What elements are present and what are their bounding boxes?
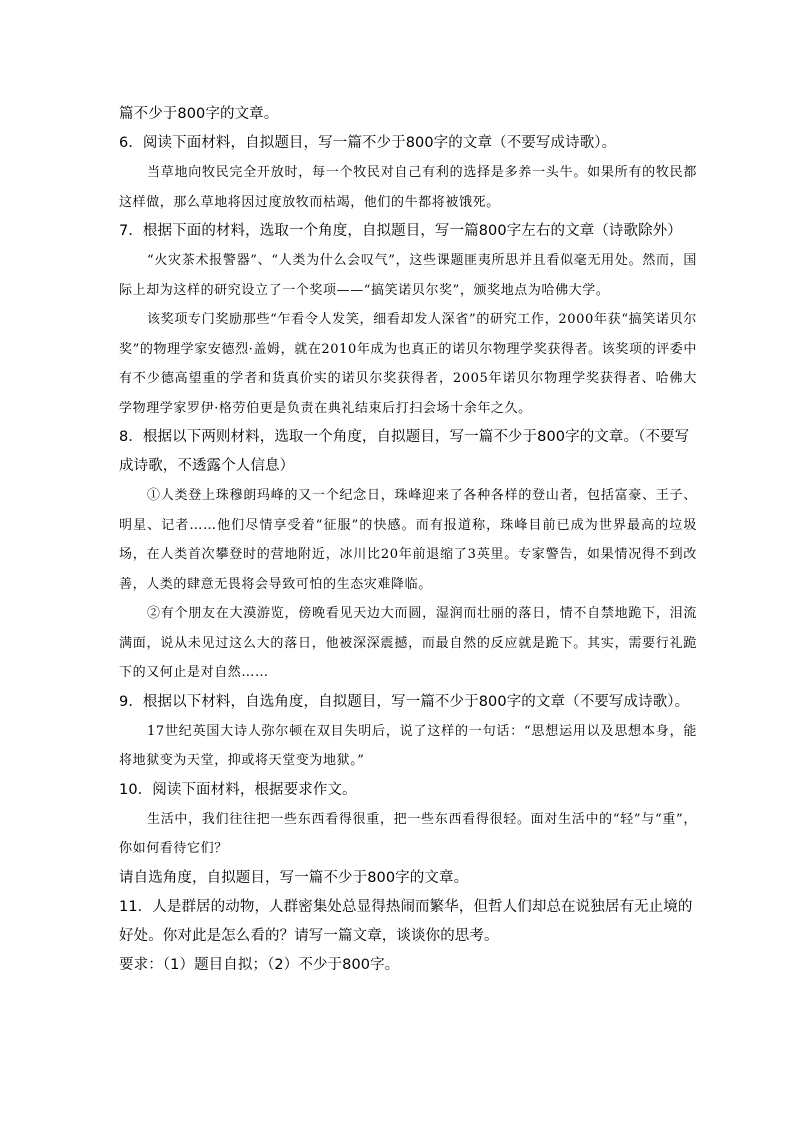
- question-7: 7．根据下面的材料，选取一个角度，自拟题目，写一篇800字左右的文章（诗歌除外）: [119, 223, 682, 239]
- question-7-material-1: “火灾茶术报警器”、“人类为什么会叹气”，这些课题匪夷所思并且看似毫无用处。然而，国际上却为这样的研究设立了一个奖项——“搞笑诺贝尔奖”，颁奖地点为哈佛大学。: [119, 253, 697, 298]
- document-body: [119, 100, 697, 980]
- question-11-requirement: 要求：（1）题目自拟；（2）不少于800字。: [119, 956, 400, 973]
- question-11: 11．人是群居的动物，人群密集处总显得热闹而繁华，但哲人们却总在说独居有无止境的好处。你对此是怎么看的？请写一篇文章，谈谈你的思考。: [119, 898, 693, 944]
- question-8-material-2: ②有个朋友在大漠游览，傍晚看见天边大而圆，湿润而壮丽的落日，情不自禁地跪下，泪流满面，说从未见过这么大的落日，他被深深震撼，而最自然的反应就是跪下。其实，需要行礼跪下的又何止是对自然……: [119, 606, 697, 680]
- question-10: 10．阅读下面材料，根据要求作文。: [119, 781, 357, 798]
- question-7-material-2: 该奖项专门奖励那些“乍看令人发笑，细看却发人深省”的研究工作，2000年获“搞笑诺贝尔奖”的物理学家安德烈·盖姆，就在2010年成为也真正的诺贝尔物理学奖获得者。该奖项的评委中有不少德高望重的学者和货真价实的诺贝尔奖获得者，2005年诺贝尔物理学奖获得者、哈佛大学物理学家罗伊·格劳伯更是负责在典礼结束后打扫会场十余年之久。: [119, 312, 697, 416]
- question-10-material: 生活中，我们往往把一些东西看得很重，把一些东西看得很轻。面对生活中的“轻”与“重”，你如何看待它们？: [119, 811, 697, 856]
- question-8-material-1: ①人类登上珠穆朗玛峰的又一个纪念日，珠峰迎来了各种各样的登山者，包括富豪、王子、明星、记者……他们尽情享受着“征服”的快感。而有报道称，珠峰目前已成为世界最高的垃圾场，在人类首次攀登时的营地附近，冰川比20年前退缩了3英里。专家警告，如果情况得不到改善，人类的肆意无畏将会导致可怕的生态灾难降临。: [119, 488, 697, 592]
- question-6: 6．阅读下面材料，自拟题目，写一篇不少于800字的文章（不要写成诗歌）。: [119, 135, 617, 151]
- question-10-requirement: 请自选角度，自拟题目，写一篇不少于800字的文章。: [119, 869, 469, 886]
- question-8: 8．根据以下两则材料，选取一个角度，自拟题目，写一篇不少于800字的文章。（不要写成诗歌，不透露个人信息）: [119, 429, 690, 474]
- question-9-material: 17世纪英国大诗人弥尔顿在双目失明后，说了这样的一句话：“思想运用以及思想本身，能将地狱变为天堂，抑或将天堂变为地狱。”: [119, 723, 697, 768]
- question-9: 9．根据以下材料，自选角度，自拟题目，写一篇不少于800字的文章（不要写成诗歌）。: [119, 693, 690, 710]
- question-6-material: 当草地向牧民完全开放时，每一个牧民对自己有利的选择是多养一头牛。如果所有的牧民都这样做，那么草地将因过度放牧而枯竭，他们的牛都将被饿死。: [119, 165, 697, 210]
- paragraph-continuation: 篇不少于800字的文章。: [119, 106, 279, 122]
